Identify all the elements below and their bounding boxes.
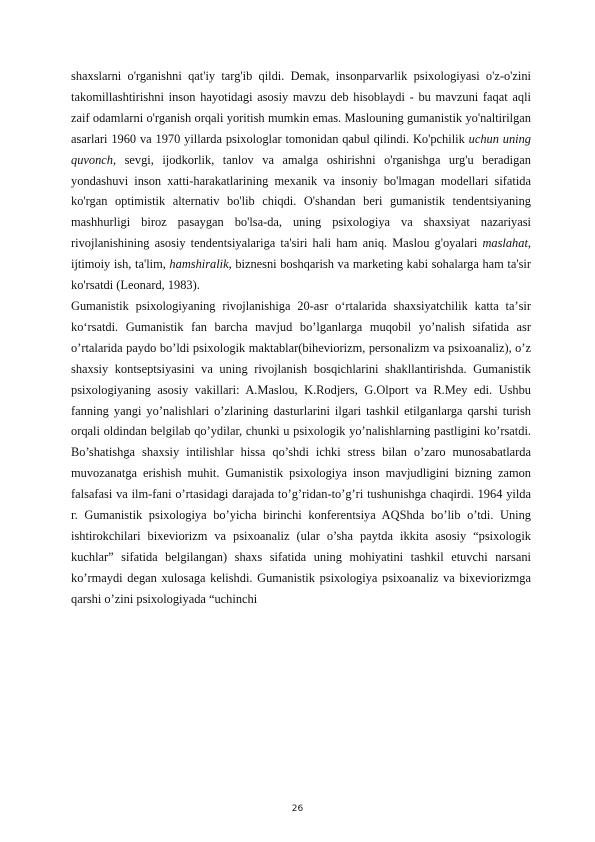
paragraph-text: , ijtimoiy ish, ta'lim, — [71, 236, 531, 272]
italic-word: maslahat — [482, 236, 528, 251]
italic-phrase: uchun uning quvonch — [71, 131, 532, 167]
body-text — [71, 66, 531, 610]
paragraph-text: shaxslarni o'rganishni qat'iy targ'ib qildi. Demak, insonparvarlik psixologiyasi o'z-o'zini takomillashtirishni inson hayotidagi asosiy mavzu deb hisoblaydi - bu mavzuni faqat aqli zaif odamlarni o'rganish orqali yoritish mumkin emas. Maslouning gumanistik yo'naltirilgan asarlari 1960 va 1970 yillarda psixologlar tomonidan qabul qilindi. Ko'pchilik — [71, 69, 531, 146]
paragraph — [71, 66, 531, 296]
page-number: 26 — [291, 804, 304, 814]
paragraph-text: , biznesni boshqarish va marketing kabi sohalarga ham ta'sir ko'rsatdi (Leonard, 1983). — [71, 257, 531, 293]
paragraph-text: , sevgi, ijodkorlik, tanlov va amalga oshirishni o'rganishga urg'u beradigan yondashuvi inson xatti-harakatlarining mexanik va insoniy bo'lmagan modellari sifatida ko'rgan optimistik alternativ bo'lib chiqdi. O'shandan beri gumanistik tendentsiyaning mashhurligi biroz pasaygan bo'lsa-da, uning psixologiya va shaxsiyat nazariyasi rivojlanishining asosiy tendentsiyalariga ta'siri hali ham aniq. Maslou g'oyalari — [71, 152, 531, 251]
paragraph: Gumanistik psixologiyaning rivojlanishiga 20-asr oʻrtalarida shaxsiyatchilik katta taʼsir koʻrsatdi. Gumanistik fan barcha mavjud bo’lganlarga muqobil yo’nalish sifatida asr o’rtalarida paydo bo’ldi psixologik maktablar(biheviorizm, personalizm va psixoanaliz), o’z shaxsiy kontseptsiyasini va uning rivojlanish bosqichlarini shakllantirishda. Gumanistik psixologiyaning asosiy vakillari: A.Maslou, K.Rodjers, G.Olport va R.Mey edi. Ushbu fanning yangi yo’nalishlari o’zlarining dasturlarini ilgari tashkil etilganlarga qarshi turish orqali oldindan belgilab qo’ydilar, chunki u psixologik yo’nalishlarning pastligini ko’rsatdi. Bo’shatishga shaxsiy intilishlar hissa qo’shdi ichki stress bilan o’zaro munosabatlarda muvozanatga erishish muhit. Gumanistik psixologiya inson mavjudligini bizning zamon falsafasi va ilm-fani o’rtasidagi darajada to’g’ridan-to’g’ri tushunishga chaqirdi. 1964 yilda г. Gumanistik psixologiya bo’yicha birinchi konferentsiya AQShda bo’lib o’tdi. Uning ishtirokchilari bixeviorizm va psixoanaliz (ular o’sha paytda ikkita asosiy “psixologik kuchlar” sifatida belgilangan) shaxs sifatida uning mohiyatini tashkil etuvchi narsani ko’rmaydi degan xulosaga kelishdi. Gumanistik psixologiya psixoanaliz va bixeviorizmga qarshi o’zini psixologiyada “uchinchi — [71, 298, 531, 606]
italic-word: hamshiralik — [169, 257, 229, 272]
